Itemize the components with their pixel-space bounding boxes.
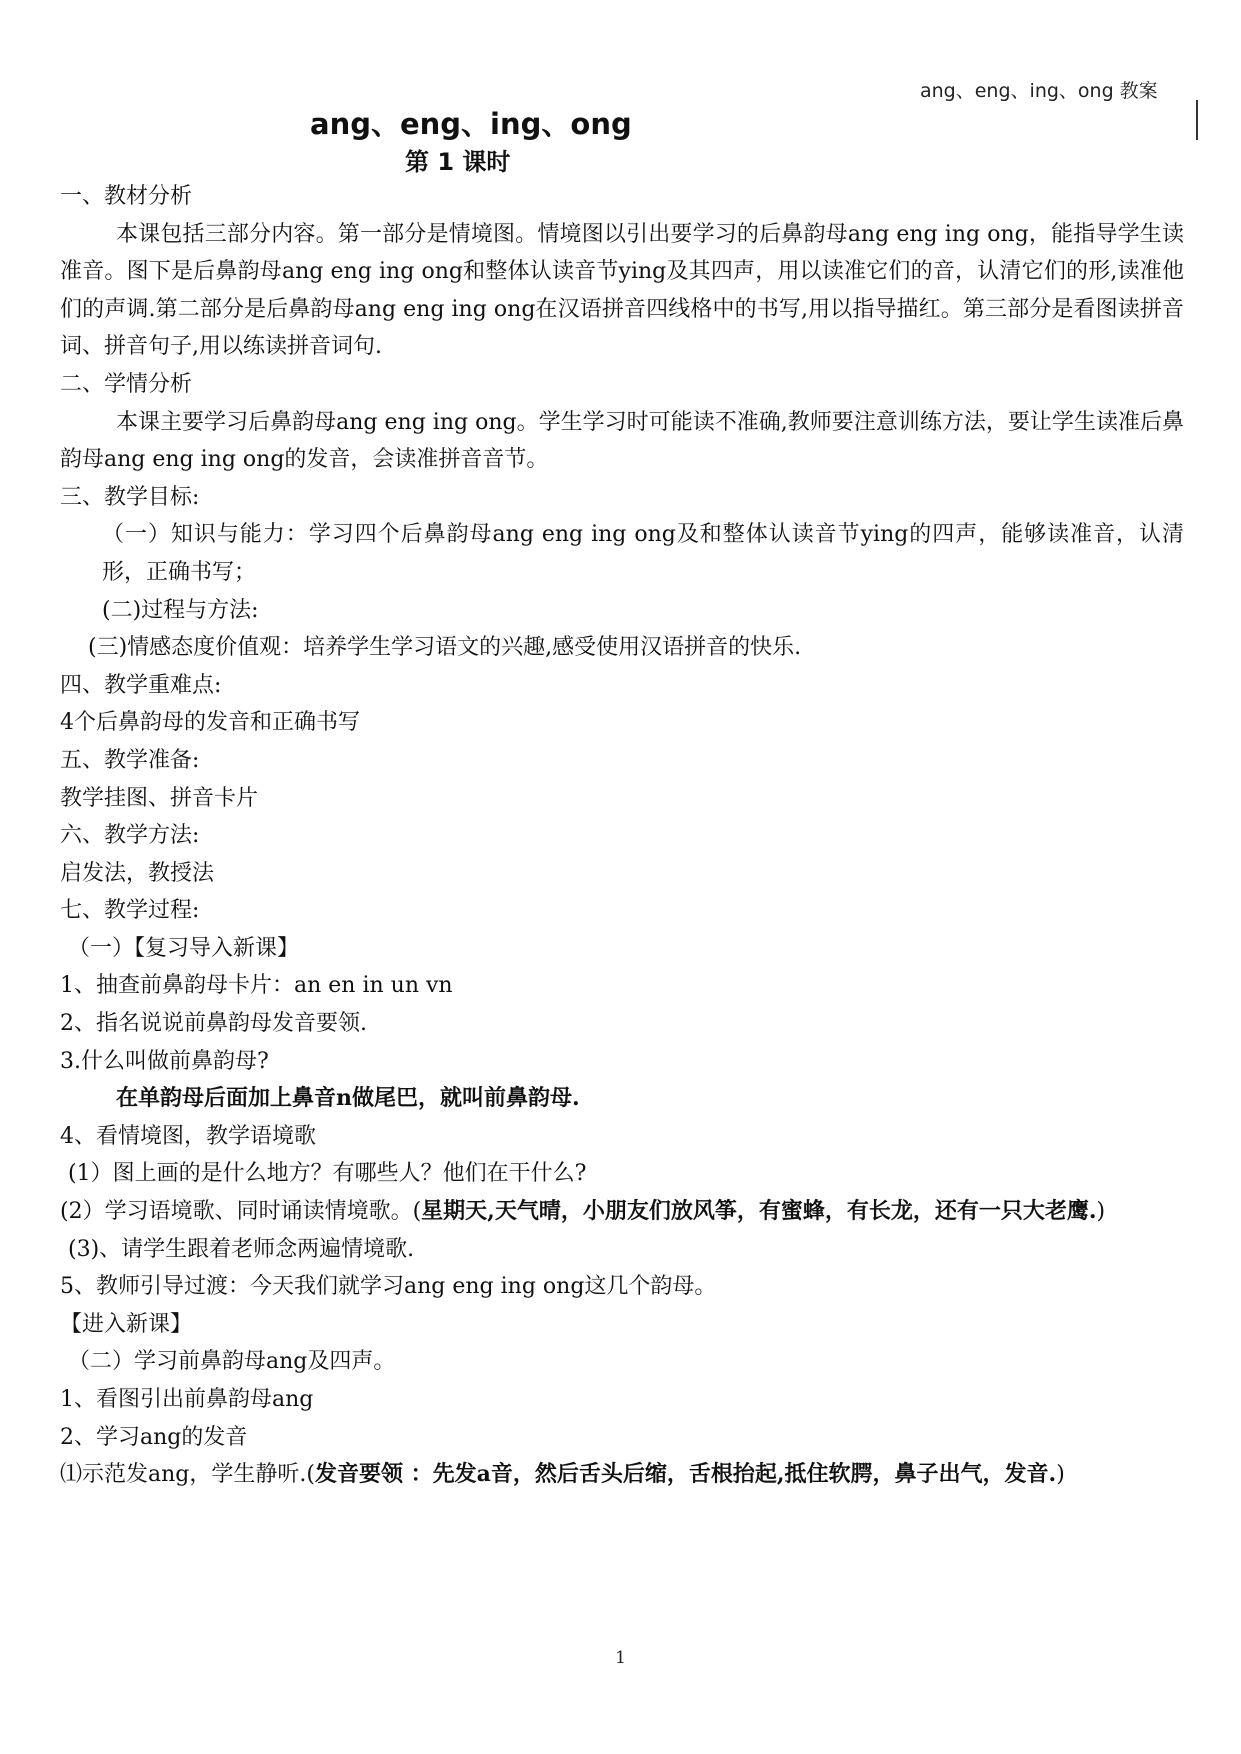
document-title: ang、eng、ing、ong — [310, 107, 632, 141]
paragraph: 本课包括三部分内容。第一部分是情境图。情境图以引出要学习的后鼻韵母ang eng ing ong，能指导学生读准音。图下是后鼻韵母ang eng ing ong和整体认读音节ying及其四声，用以读准它们的音，认清它们的形,读准他们的声调.第二部分是后鼻韵母ang eng ing ong在汉语拼音四线格中的书写,用以指导描红。第三部分是看图读拼音词、拼音句子,用以练读拼音词句. — [60, 221, 1184, 360]
page-header: ang、eng、ing、ong 教案 — [920, 80, 1158, 102]
section-heading: 三、教学目标: — [60, 484, 200, 510]
paragraph: 4个后鼻韵母的发音和正确书写 — [60, 710, 360, 736]
list-item: 1、看图引出前鼻韵母ang — [60, 1387, 314, 1412]
document-body — [60, 178, 1184, 1494]
section-heading: 一、教材分析 — [60, 184, 193, 209]
section-heading: 二、学情分析 — [60, 371, 193, 397]
paragraph: 启发法，教授法 — [60, 860, 215, 886]
paragraph: 教学挂图、拼音卡片 — [60, 785, 259, 811]
list-item — [60, 1193, 1184, 1231]
sub-heading: 【进入新课】 — [60, 1311, 193, 1337]
text-span: ) — [1096, 1199, 1106, 1225]
list-item: (3)、请学生跟着老师念两遍情境歌. — [68, 1236, 415, 1262]
answer-text: 在单韵母后面加上鼻音n做尾巴，就叫前鼻韵母. — [116, 1085, 580, 1112]
list-item: 2、指名说说前鼻韵母发音要领. — [60, 1011, 367, 1037]
list-item: 2、学习ang的发音 — [60, 1424, 248, 1450]
list-item: 5、教师引导过渡：今天我们就学习ang eng ing ong这几个韵母。 — [60, 1274, 717, 1300]
goal-item: (三)情感态度价值观：培养学生学习语文的兴趣,感受使用汉语拼音的快乐. — [88, 635, 802, 661]
text-span: (2）学习语境歌、同时诵读情境歌。( — [60, 1199, 422, 1225]
text-span: ) — [1056, 1462, 1065, 1488]
sub-heading: （二）学习前鼻韵母ang及四声。 — [68, 1349, 396, 1375]
sub-heading: （一）【复习导入新课】 — [68, 935, 300, 961]
lesson-subtitle: 第 1 课时 — [405, 148, 511, 176]
section-heading: 七、教学过程: — [60, 898, 200, 924]
section-heading: 六、教学方法: — [60, 823, 200, 849]
list-item: 1、抽查前鼻韵母卡片：an en in un vn — [60, 973, 453, 999]
bold-text-span: 发音要领 ：先发a音，然后舌头后缩，舌根抬起,抵住软腭，鼻子出气，发音. — [314, 1461, 1057, 1488]
section-heading: 四、教学重难点: — [60, 672, 222, 698]
list-item: (1）图上画的是什么地方？有哪些人？他们在干什么? — [68, 1161, 587, 1187]
goal-item: (二)过程与方法: — [102, 597, 259, 623]
list-item: 3.什么叫做前鼻韵母? — [60, 1048, 269, 1074]
list-item: 4、看情境图，教学语境歌 — [60, 1123, 316, 1149]
bold-text-span: 星期天,天气晴，小朋友们放风筝，有蜜蜂，有长龙，还有一只大老鹰. — [421, 1198, 1097, 1225]
text-span: ⑴示范发ang，学生静听.( — [60, 1462, 315, 1488]
list-item — [60, 1456, 1184, 1494]
section-heading: 五、教学准备: — [60, 747, 200, 773]
goal-item: （一）知识与能力：学习四个后鼻韵母ang eng ing ong及和整体认读音节ying的四声，能够读准音，认清形，正确书写； — [102, 522, 1184, 585]
page-number: 1 — [615, 1648, 626, 1668]
paragraph: 本课主要学习后鼻韵母ang eng ing ong。学生学习时可能读不准确,教师要注意训练方法，要让学生读准后鼻韵母ang eng ing ong的发音，会读准拼音音节。 — [60, 409, 1184, 473]
header-divider — [1196, 100, 1198, 140]
